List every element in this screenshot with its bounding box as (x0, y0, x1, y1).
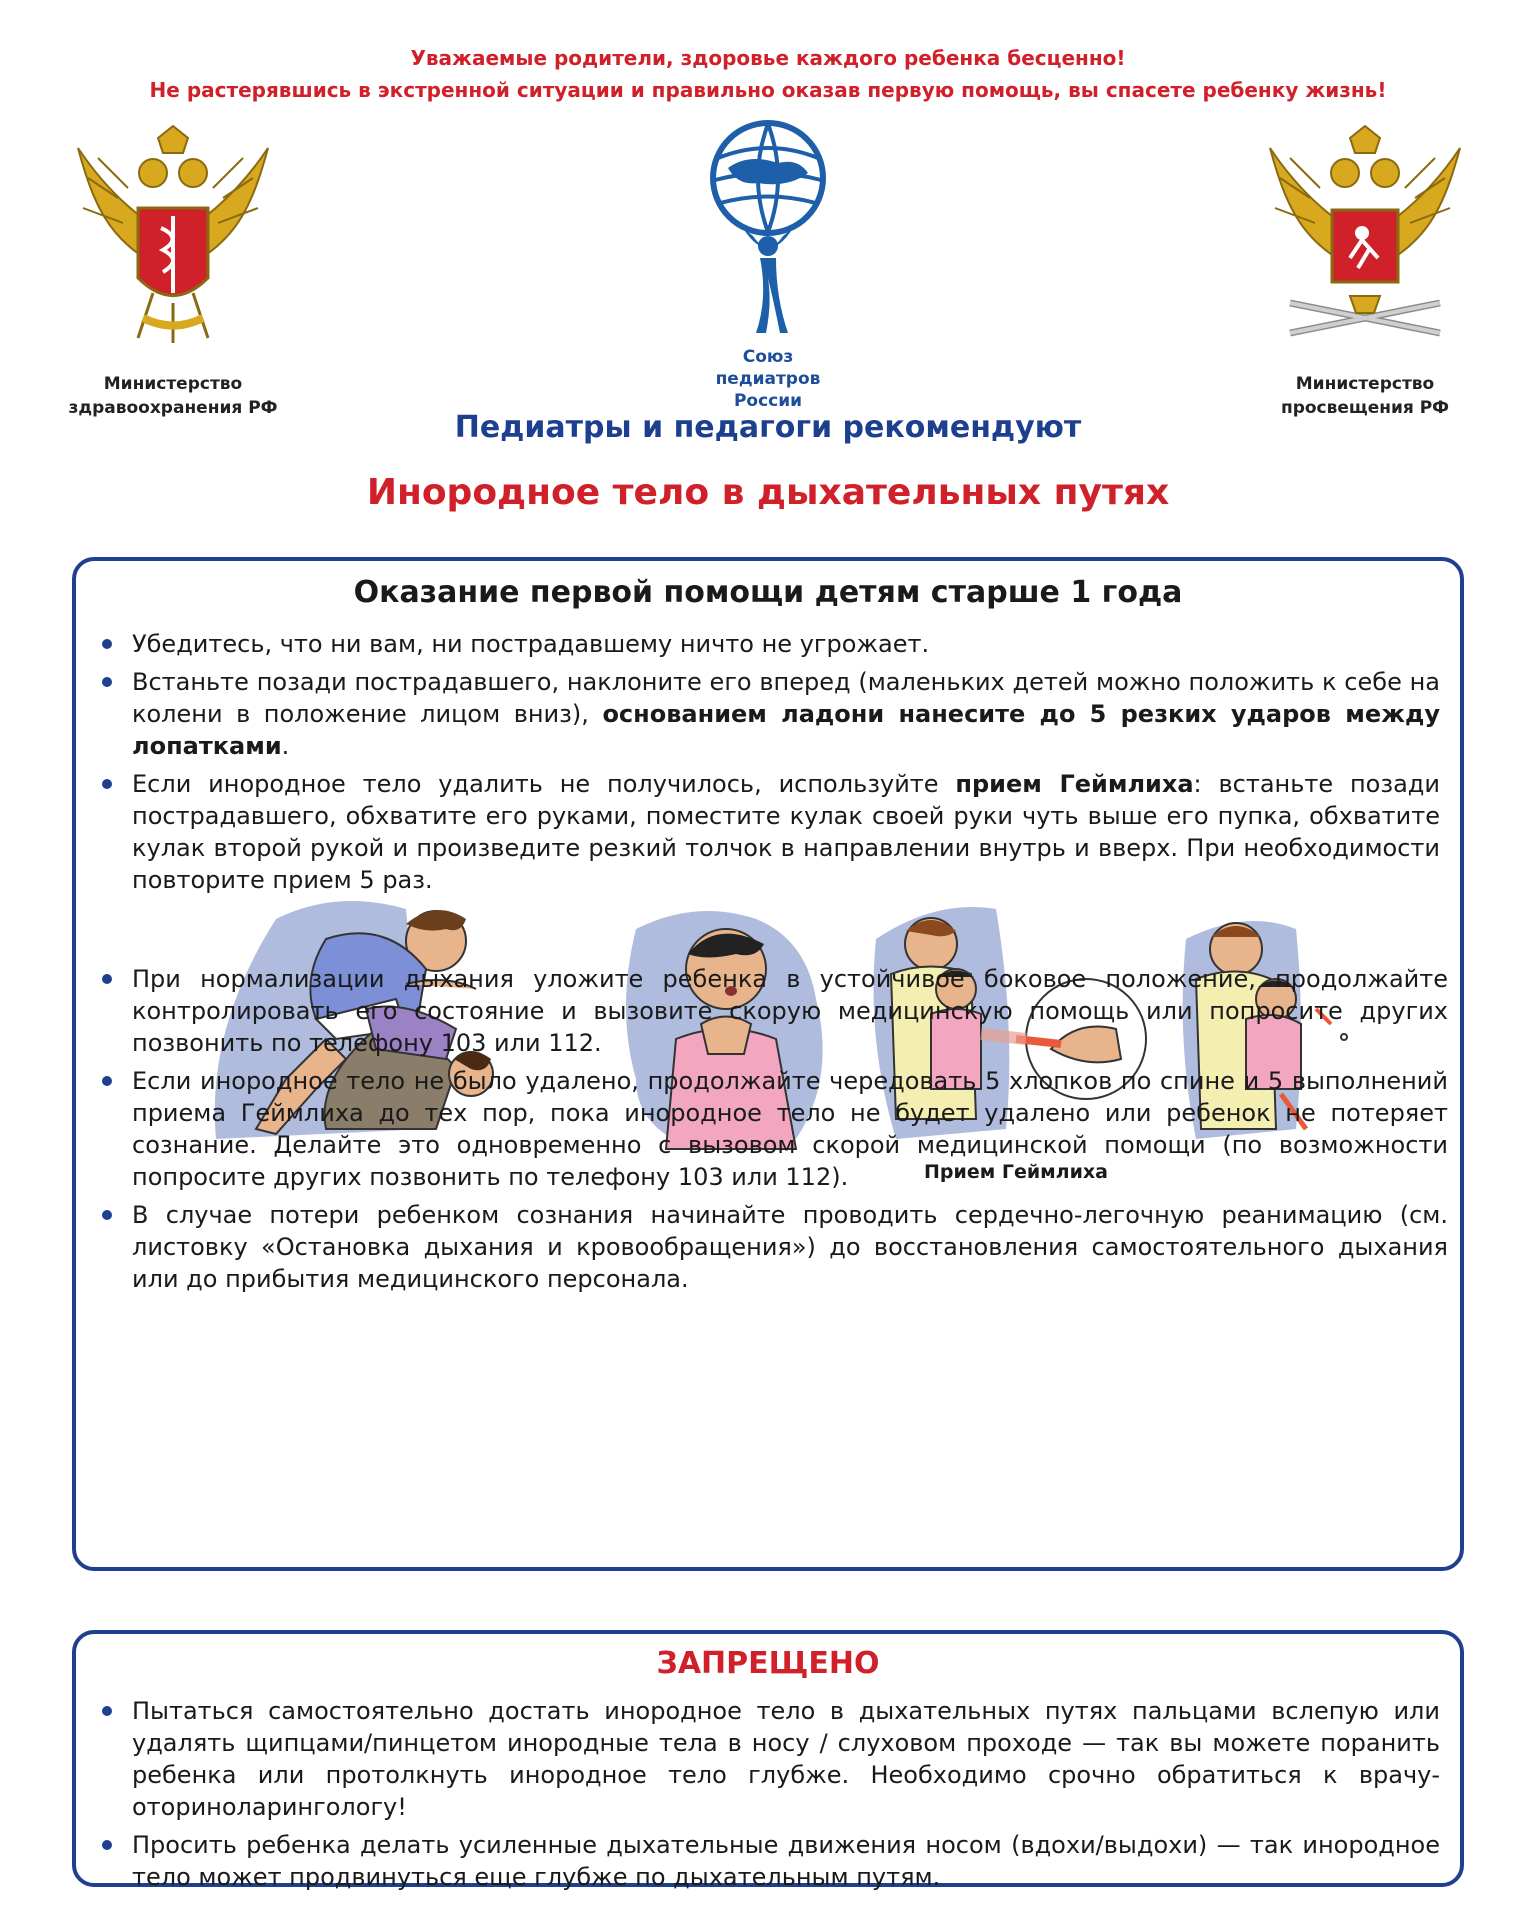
forbidden-panel (72, 1630, 1464, 1891)
list-item: В случае потери ребенком сознания начинайте проводить сердечно-легочную реанимацию (см. листовку «Остановка дыхания и кровообращения») до восстановления самостоятельного дыхания или до прибытия медицинского персонала. (132, 1201, 1448, 1293)
forbidden-list (76, 1695, 1460, 1893)
heimlich-caption: Прием Геймлиха (924, 1161, 1108, 1183)
eagle-emblem-icon (58, 118, 288, 348)
page-title: Инородное тело в дыхательных путях (366, 472, 1170, 513)
ministry-education-logo (1250, 118, 1480, 420)
first-aid-list-continued (76, 963, 1468, 1301)
subtitle: Педиатры и педагоги рекомендуют (454, 410, 1082, 445)
forbidden-heading: ЗАПРЕЩЕНО (656, 1646, 880, 1681)
list-item: При нормализации дыхания уложите ребенка в устойчивое боковое положение, продолжайте контролировать его состояние и вызовите скорую медицинскую помощь или попросите других позвонить по телефону 103 или 112. (132, 965, 1448, 1057)
first-aid-list (76, 628, 1460, 896)
header-line-2: Не растерявшись в экстренной ситуации и правильно оказав первую помощь, вы спасете ребенку жизнь! (149, 78, 1387, 102)
pediatricians-union-logo (688, 118, 848, 412)
header-banner (0, 42, 1536, 106)
list-item: Если инородное тело не было удалено, продолжайте чередовать 5 хлопков по спине и 5 выполнений приема Геймлиха до тех пор, пока инородное тело не будет удалено или ребенок не потеряет сознание. Делайте это одновременно с вызовом скорой медицинской помощи (по возможности попросите других позвонить по телефону 103 или 112). (132, 1067, 1448, 1191)
list-item: Убедитесь, что ни вам, ни пострадавшему ничто не угрожает. (132, 628, 1440, 660)
first-aid-panel (72, 557, 1464, 1571)
eagle-emblem-icon (1250, 118, 1480, 348)
ministry-health-caption: Министерство здравоохранения РФ (68, 374, 278, 418)
list-item: Если инородное тело удалить не получилось, используйте прием Геймлиха: встаньте позади пострадавшего, обхватите его руками, поместите кулак своей руки чуть выше его пупка, обхватите кулак второй рукой и произведите резкий толчок в направлении внутрь и вверх. При необходимости повторите прием 5 раз. (132, 770, 1441, 894)
ministry-education-caption: Министерство просвещения РФ (1280, 374, 1450, 418)
globe-figure-icon (688, 118, 848, 338)
list-item: Пытаться самостоятельно достать инородное тело в дыхательных путях пальцами вслепую или удалять щипцами/пинцетом инородные тела в носу / слуховом проходе — так вы можете поранить ребенка или протолкнуть инородное тело глубже. Необходимо срочно обратиться к врачу-оториноларингологу! (132, 1697, 1440, 1821)
pediatricians-union-caption: Союз педиатров России (715, 347, 821, 411)
ministry-health-logo (58, 118, 288, 420)
list-item: Просить ребенка делать усиленные дыхательные движения носом (вдохи/выдохи) — так инородное тело может продвинуться еще глубже по дыхательным путям. (132, 1831, 1440, 1891)
header-line-1: Уважаемые родители, здоровье каждого ребенка бесценно! (410, 46, 1126, 70)
list-item: Встаньте позади пострадавшего, наклоните его вперед (маленьких детей можно положить к себе на колени в положение лицом вниз), основанием ладони нанесите до 5 резких ударов между лопатками. (132, 668, 1440, 760)
first-aid-heading: Оказание первой помощи детям старше 1 года (353, 575, 1183, 610)
